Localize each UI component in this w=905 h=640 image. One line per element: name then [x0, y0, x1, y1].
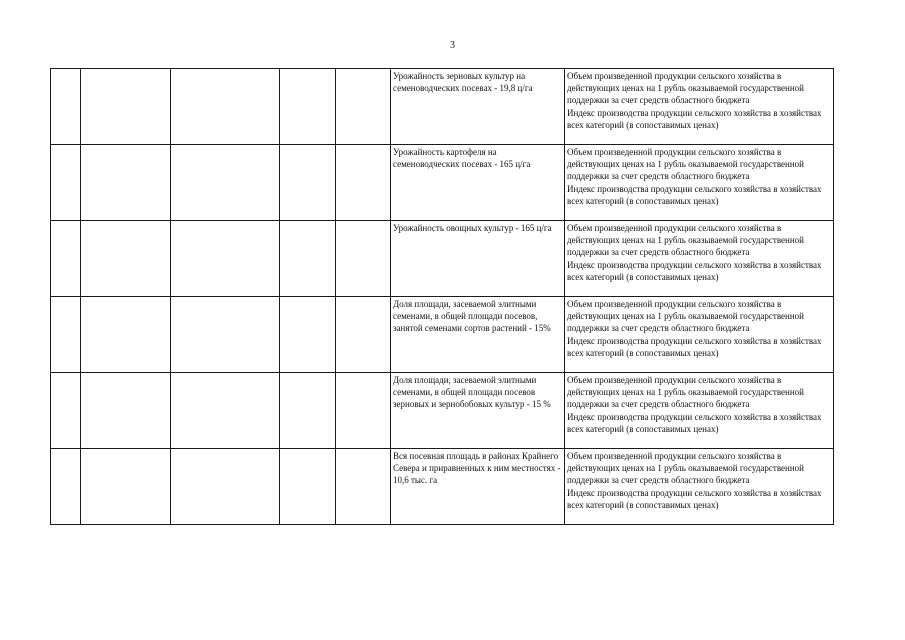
empty-cell [336, 373, 391, 449]
table-row [51, 373, 834, 449]
empty-cell [336, 221, 391, 297]
measure-cell [565, 449, 834, 525]
empty-cell [336, 145, 391, 221]
indicator-text: Доля площади, засеваемой элитными семенами, в общей площади посевов, занятой семенами сортов растений - 15% [393, 299, 551, 334]
indicator-cell [391, 297, 565, 373]
empty-cell [336, 297, 391, 373]
measure-cell [565, 221, 834, 297]
empty-cell [171, 145, 280, 221]
empty-cell [280, 449, 336, 525]
measure-text-output-per-ruble: Объем произведенной продукции сельского хозяйства в действующих ценах на 1 рубль оказываемой государственной поддержки за счет средств областного бюджета [567, 299, 804, 334]
empty-cell [51, 69, 81, 145]
empty-cell [171, 69, 280, 145]
indicator-text: Урожайность зерновых культур на семеноводческих посевах - 19,8 ц/га [393, 71, 533, 94]
indicator-text: Урожайность картофеля на семеноводческих посевах - 165 ц/га [393, 147, 531, 170]
measure-text-production-index: Индекс производства продукции сельского хозяйства в хозяйствах всех категорий (в сопоставимых ценах) [567, 487, 822, 510]
empty-cell [81, 221, 171, 297]
measure-cell [565, 373, 834, 449]
empty-cell [81, 449, 171, 525]
measure-cell [565, 69, 834, 145]
empty-cell [81, 145, 171, 221]
indicator-cell [391, 449, 565, 525]
measure-text-production-index: Индекс производства продукции сельского хозяйства в хозяйствах всех категорий (в сопоставимых ценах) [567, 259, 822, 282]
empty-cell [336, 69, 391, 145]
measure-text-production-index: Индекс производства продукции сельского хозяйства в хозяйствах всех категорий (в сопоставимых ценах) [567, 183, 822, 206]
empty-cell [171, 449, 280, 525]
empty-cell [51, 221, 81, 297]
measure-text-output-per-ruble: Объем произведенной продукции сельского хозяйства в действующих ценах на 1 рубль оказываемой государственной поддержки за счет средств областного бюджета [567, 451, 804, 486]
measure-text-output-per-ruble: Объем произведенной продукции сельского хозяйства в действующих ценах на 1 рубль оказываемой государственной поддержки за счет средств областного бюджета [567, 223, 804, 258]
empty-cell [171, 297, 280, 373]
measure-text-production-index: Индекс производства продукции сельского хозяйства в хозяйствах всех категорий (в сопоставимых ценах) [567, 107, 822, 130]
table-body [51, 69, 834, 525]
empty-cell [280, 145, 336, 221]
empty-cell [51, 373, 81, 449]
measure-cell [565, 145, 834, 221]
measure-cell [565, 297, 834, 373]
indicator-cell [391, 221, 565, 297]
table-row [51, 449, 834, 525]
indicator-cell [391, 69, 565, 145]
empty-cell [280, 69, 336, 145]
empty-cell [81, 69, 171, 145]
empty-cell [280, 297, 336, 373]
empty-cell [171, 221, 280, 297]
empty-cell [51, 145, 81, 221]
empty-cell [336, 449, 391, 525]
page-number: 3 [450, 40, 455, 51]
empty-cell [51, 449, 81, 525]
indicators-table [50, 68, 834, 525]
measure-text-production-index: Индекс производства продукции сельского хозяйства в хозяйствах всех категорий (в сопоставимых ценах) [567, 411, 822, 434]
empty-cell [81, 373, 171, 449]
measure-text-output-per-ruble: Объем произведенной продукции сельского хозяйства в действующих ценах на 1 рубль оказываемой государственной поддержки за счет средств областного бюджета [567, 71, 804, 106]
empty-cell [280, 221, 336, 297]
table-row [51, 221, 834, 297]
table-row [51, 145, 834, 221]
measure-text-production-index: Индекс производства продукции сельского хозяйства в хозяйствах всех категорий (в сопоставимых ценах) [567, 335, 822, 358]
empty-cell [81, 297, 171, 373]
empty-cell [171, 373, 280, 449]
table-row [51, 297, 834, 373]
indicator-cell [391, 145, 565, 221]
table-row [51, 69, 834, 145]
empty-cell [280, 373, 336, 449]
indicator-text: Доля площади, засеваемой элитными семенами, в общей площади посевов зерновых и зернобобовых культур - 15 % [393, 375, 551, 410]
indicator-cell [391, 373, 565, 449]
indicator-text: Урожайность овощных культур - 165 ц/га [393, 223, 552, 233]
measure-text-output-per-ruble: Объем произведенной продукции сельского хозяйства в действующих ценах на 1 рубль оказываемой государственной поддержки за счет средств областного бюджета [567, 147, 804, 182]
measure-text-output-per-ruble: Объем произведенной продукции сельского хозяйства в действующих ценах на 1 рубль оказываемой государственной поддержки за счет средств областного бюджета [567, 375, 804, 410]
indicator-text: Вся посевная площадь в районах Крайнего Севера и приравненных к ним местностях - 10,6 тыс. га [393, 451, 561, 486]
empty-cell [51, 297, 81, 373]
